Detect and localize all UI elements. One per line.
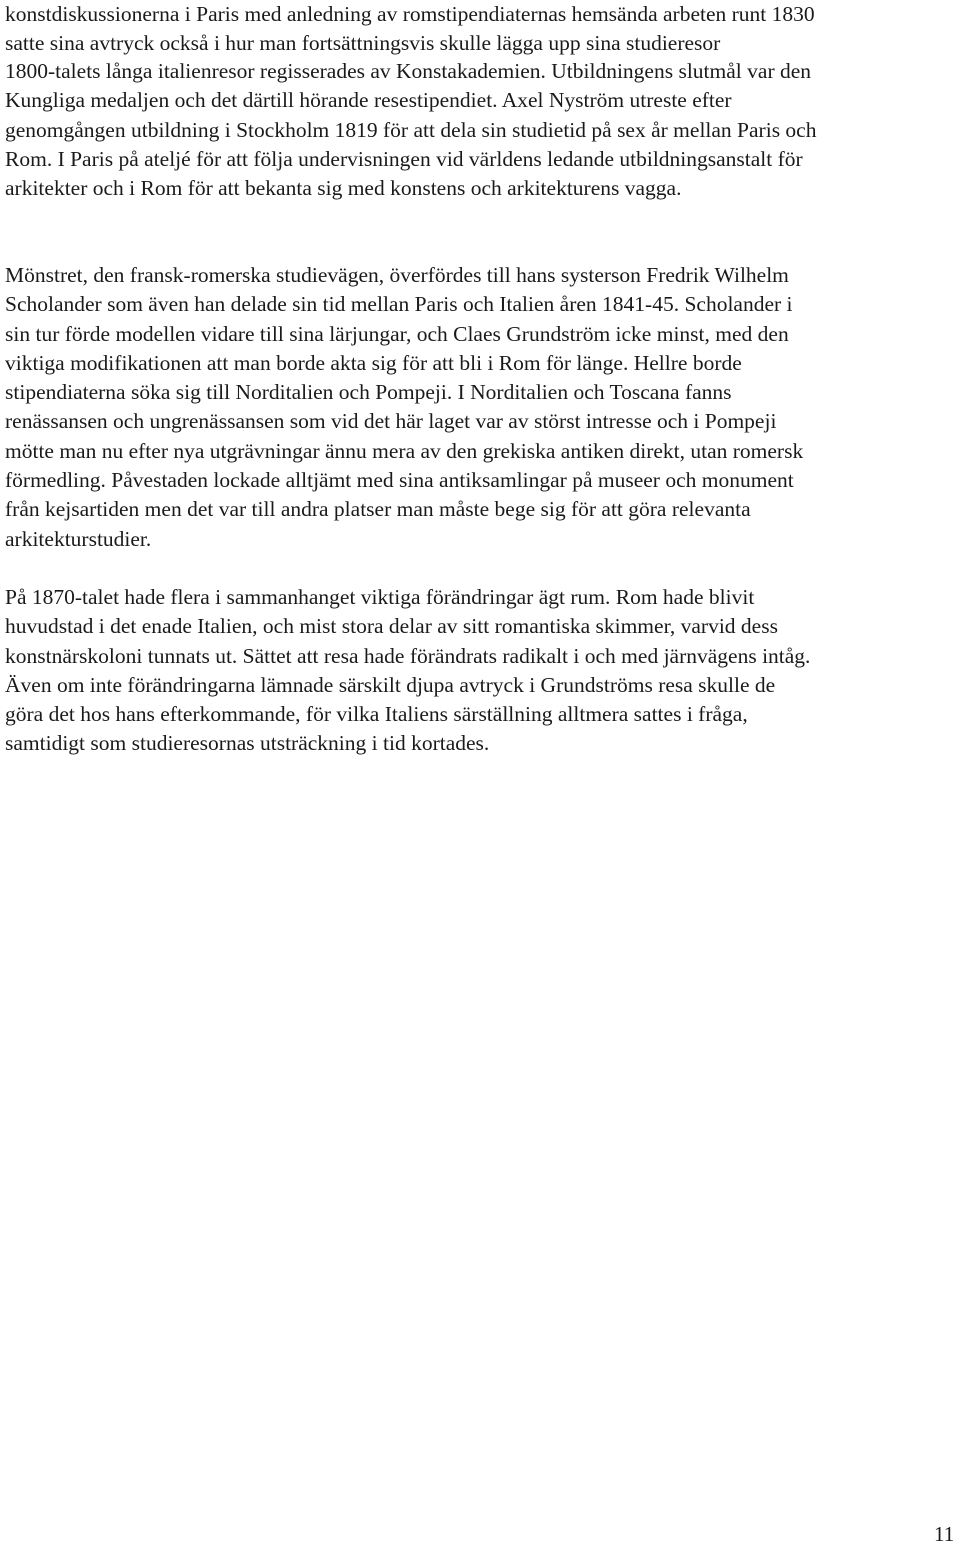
paragraph-line: 1800-talets långa italienresor regisserades av Konstakademien. Utbildningens slutmål var den xyxy=(5,59,812,83)
paragraph-line: satte sina avtryck också i hur man fortsättningsvis skulle lägga upp sina studieresor xyxy=(5,31,721,56)
paragraph-2 xyxy=(5,57,957,203)
paragraph-line: konstdiskussionerna i Paris med anledning av romstipendiaternas hemsända arbeten runt 1830 xyxy=(5,2,815,26)
paragraph-line: arkitekter och i Rom för att bekanta sig med konstens och arkitekturens vagga. xyxy=(5,176,682,201)
paragraph-line: Rom. I Paris på ateljé för att följa undervisningen vid världens ledande utbildningsanstalt för xyxy=(5,146,803,171)
paragraph-line: huvudstad i det enade Italien, och mist stora delar av sitt romantiska skimmer, varvid dess xyxy=(5,614,778,639)
paragraph-line: arkitekturstudier. xyxy=(5,526,152,551)
page-number: 11 xyxy=(934,1522,955,1546)
paragraph-line: renässansen och ungrenässansen som vid det här laget var av störst intresse och i Pompeji xyxy=(5,409,777,434)
paragraph-line: mötte man nu efter nya utgrävningar ännu mera av den grekiska antiken direkt, utan romersk xyxy=(5,438,804,463)
paragraph-line: göra det hos hans efterkommande, för vilka Italiens särställning alltmera sattes i fråga, xyxy=(5,702,748,727)
paragraph-line: från kejsartiden men det var till andra platser man måste bege sig för att göra relevanta xyxy=(5,497,751,522)
paragraph-line: Mönstret, den fransk-romerska studievägen, överfördes till hans systerson Fredrik Wilhelm xyxy=(5,263,789,287)
paragraph-line: På 1870-talet hade flera i sammanhanget viktiga förändringar ägt rum. Rom hade blivit xyxy=(5,585,755,609)
paragraph-line: förmedling. Påvestaden lockade alltjämt med sina antiksamlingar på museer och monument xyxy=(5,468,794,493)
paragraph-line: Även om inte förändringarna lämnade särskilt djupa avtryck i Grundströms resa skulle de xyxy=(5,672,776,697)
paragraph-line: konstnärskoloni tunnats ut. Sättet att resa hade förändrats radikalt i och med järnvägens intåg. xyxy=(5,643,811,668)
paragraph-line: viktiga modifikationen att man borde akta sig för att bli i Rom för länge. Hellre borde xyxy=(5,350,742,375)
paragraph-4 xyxy=(5,583,957,759)
paragraph-line: samtidigt som studieresornas utsträckning i tid kortades. xyxy=(5,731,490,756)
paragraph-line: stipendiaterna söka sig till Norditalien och Pompeji. I Norditalien och Toscana fanns xyxy=(5,380,732,405)
paragraph-3 xyxy=(5,261,957,554)
paragraph-1 xyxy=(5,0,957,59)
paragraph-line: Kungliga medaljen och det därtill hörande resestipendiet. Axel Nyström utreste efter xyxy=(5,88,732,113)
paragraph-line: sin tur förde modellen vidare till sina lärjungar, och Claes Grundström icke minst, med den xyxy=(5,321,789,346)
paragraph-line: Scholander som även han delade sin tid mellan Paris och Italien åren 1841-45. Scholander i xyxy=(5,292,793,317)
paragraph-line: genomgången utbildning i Stockholm 1819 för att dela sin studietid på sex år mellan Paris och xyxy=(5,117,817,142)
